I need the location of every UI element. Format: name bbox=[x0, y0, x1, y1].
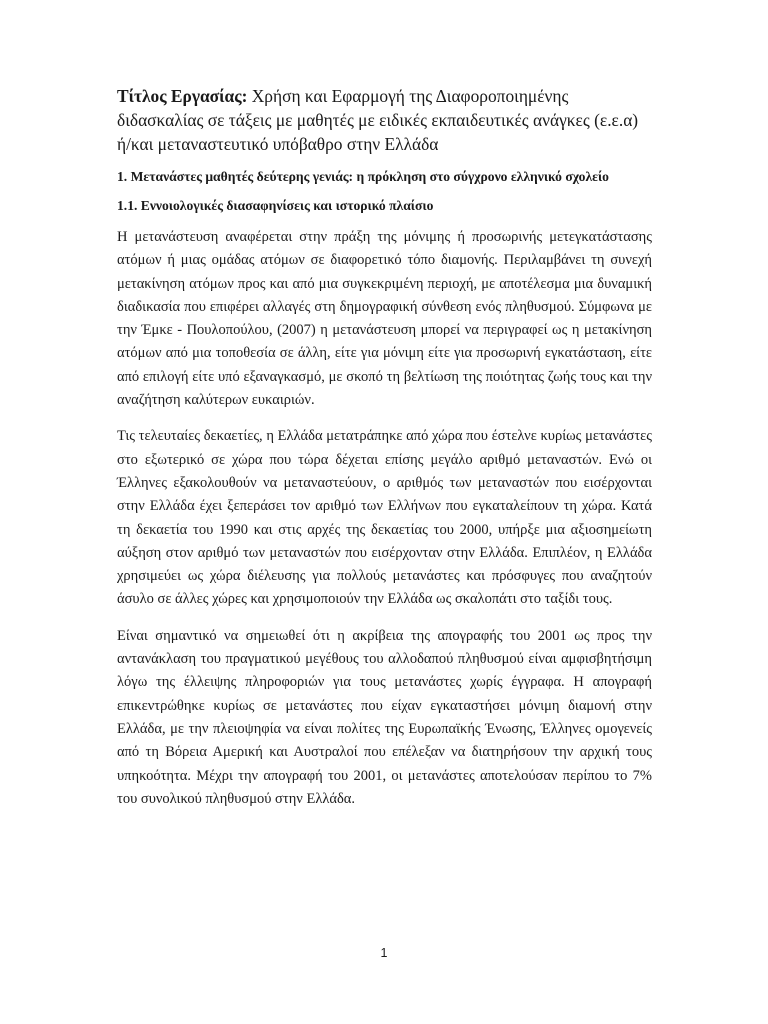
title-label: Τίτλος Εργασίας: bbox=[117, 86, 248, 106]
document-title bbox=[117, 84, 652, 156]
section-heading: 1. Μετανάστες μαθητές δεύτερης γενιάς: η πρόκληση στο σύγχρονο ελληνικό σχολείο bbox=[117, 169, 609, 184]
subsection-heading: 1.1. Εννοιολογικές διασαφηνίσεις και ιστορικό πλαίσιο bbox=[117, 198, 434, 213]
body-paragraph-3: Είναι σημαντικό να σημειωθεί ότι η ακρίβεια της απογραφής του 2001 ως προς την αντανάκλαση του πραγματικού μεγέθους του αλλοδαπού πληθυσμού είναι αμφισβητήσιμη λόγω της έλλειψης πληροφοριών για τους μετανάστες χωρίς έγγραφα. Η απογραφή επικεντρώθηκε κυρίως σε μετανάστες που είχαν εγκαταστήσει μόνιμη διαμονή στην Ελλάδα, με την πλειοψηφία να είναι πολίτες της Ευρωπαϊκής Ένωσης, Έλληνες ομογενείς από τη Βόρεια Αμερική και Αυστραλοί που επέλεξαν να διατηρήσουν την αρχική τους υπηκοότητα. Μέχρι την απογραφή του 2001, οι μετανάστες αποτελούσαν περίπου το 7% του συνολικού πληθυσμού στην Ελλάδα. bbox=[117, 627, 652, 807]
title-text: Χρήση και Εφαρμογή της Διαφοροποιημένης διδασκαλίας σε τάξεις με μαθητές με ειδικές εκπαιδευτικές ανάγκες (ε.ε.α) ή/και μεταναστευτικό υπόβαθρο στην Ελλάδα bbox=[117, 86, 639, 154]
page-number: 1 bbox=[380, 946, 388, 960]
document-page bbox=[117, 84, 652, 811]
body-paragraph-1: Η μετανάστευση αναφέρεται στην πράξη της μόνιμης ή προσωρινής μετεγκατάστασης ατόμων ή μιας ομάδας ατόμων σε διαφορετικό τόπο διαμονής. Περιλαμβάνει τη συνεχή μετακίνηση ατόμων προς και από μια συγκεκριμένη περιοχή, με αποτέλεσμα μια δυναμική διαδικασία που επιφέρει αλλαγές στη δημογραφική σύνθεση ενός πληθυσμού. Σύμφωνα με την Έμκε - Πουλοπούλου, (2007) η μετανάστευση μπορεί να περιγραφεί ως η μετακίνηση ατόμων από μια τοποθεσία σε άλλη, είτε για μόνιμη είτε για προσωρινή εγκατάσταση, είτε από επιλογή είτε υπό εξαναγκασμό, με σκοπό τη βελτίωση της ποιότητας ζωής τους και την αναζήτηση καλύτερων ευκαιριών. bbox=[117, 229, 652, 409]
body-paragraph-2: Τις τελευταίες δεκαετίες, η Ελλάδα μετατράπηκε από χώρα που έστελνε κυρίως μετανάστες στο εξωτερικό σε χώρα που τώρα δέχεται επίσης μεγάλο αριθμό μεταναστών. Ενώ οι Έλληνες εξακολουθούν να μεταναστεύουν, ο αριθμός των μεταναστών που εισέρχονται στην Ελλάδα έχει ξεπεράσει τον αριθμό των Ελλήνων που εγκαταλείπουν τη χώρα. Κατά τη δεκαετία του 1990 και στις αρχές της δεκαετίας του 2000, υπήρξε μια αξιοσημείωτη αύξηση στον αριθμό των μεταναστών που εισέρχονταν στην Ελλάδα. Επιπλέον, η Ελλάδα χρησιμεύει ως χώρα διέλευσης για πολλούς μετανάστες και πρόσφυγες που αναζητούν άσυλο σε άλλες χώρες και χρησιμοποιούν την Ελλάδα ως σκαλοπάτι στο ταξίδι τους. bbox=[117, 428, 652, 608]
